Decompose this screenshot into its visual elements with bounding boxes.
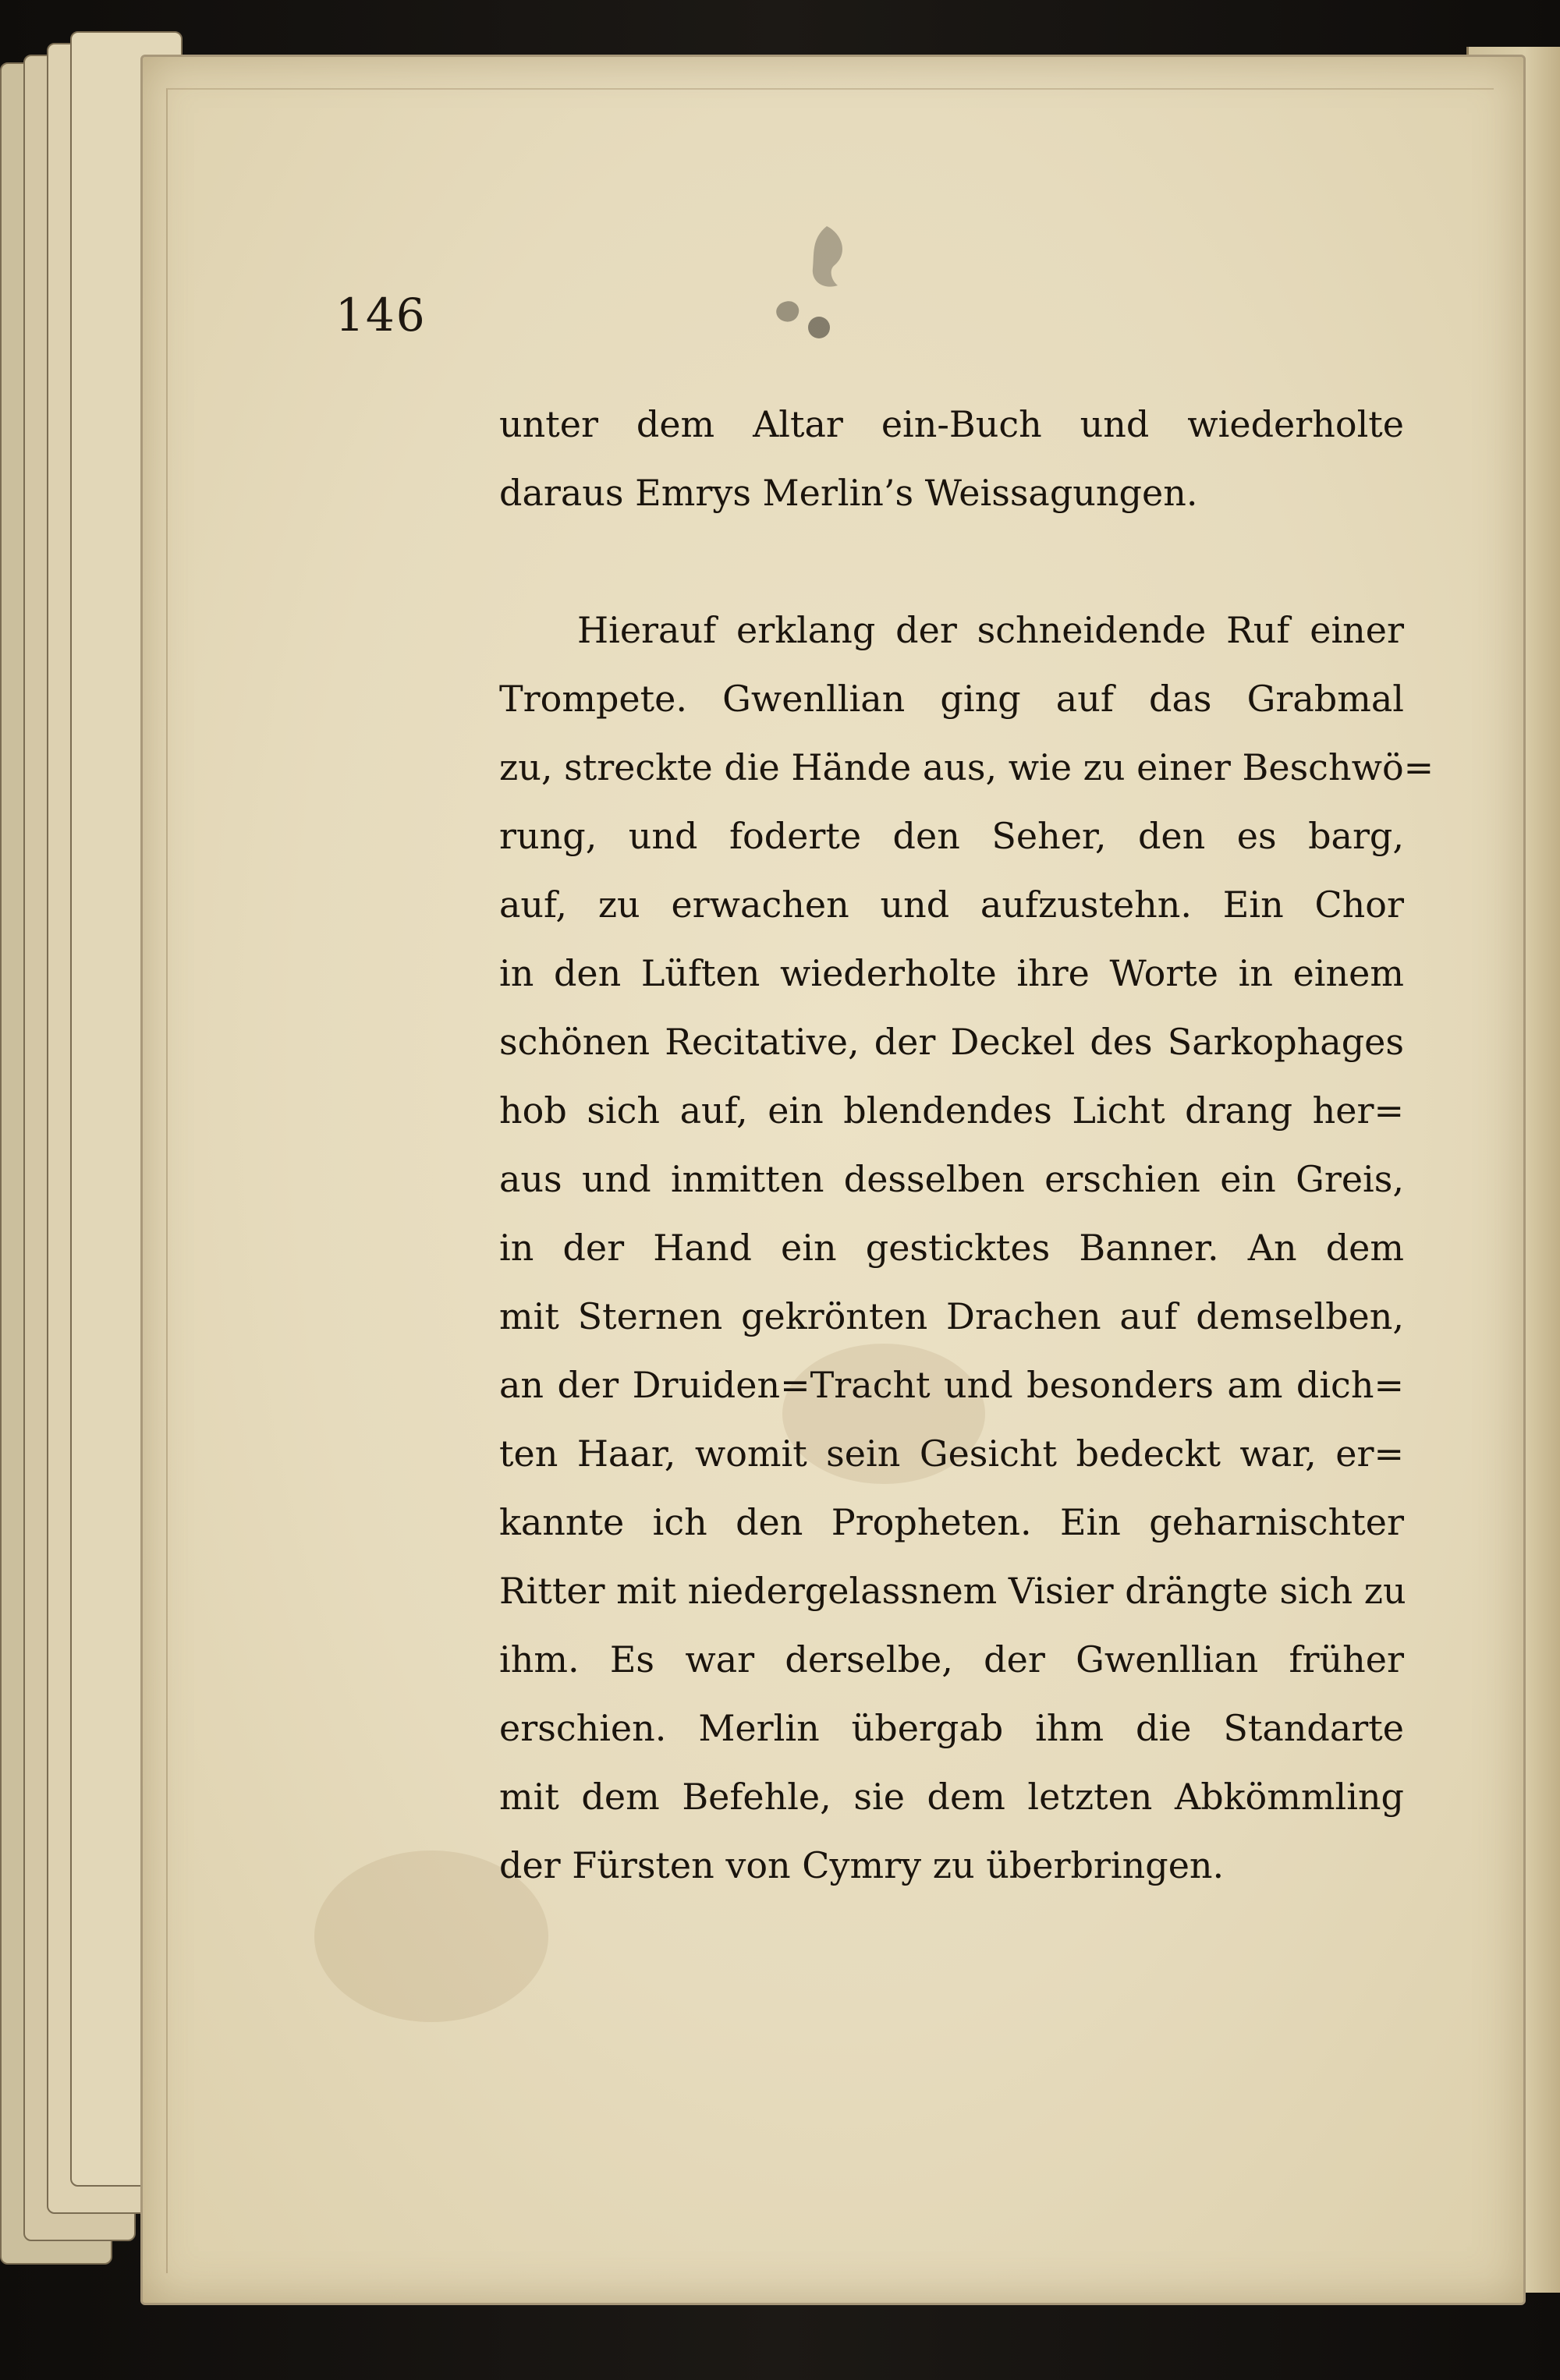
text-line: zu, streckte die Hände aus, wie zu einer Beschwö=: [499, 746, 1434, 788]
text-line: Ritter mit niedergelassnem Visier drängte sich zu: [499, 1570, 1406, 1612]
text-line: mit Sternen gekrönten Drachen auf demselben,: [499, 1295, 1404, 1337]
text-line: daraus Emrys Merlin’s Weissagungen.: [499, 472, 1198, 514]
text-line: rung, und foderte den Seher, den es barg,: [499, 815, 1404, 857]
text-line: erschien. Merlin übergab ihm die Standarte: [499, 1707, 1404, 1749]
text-line: auf, zu erwachen und aufzustehn. Ein Chor: [499, 884, 1404, 926]
text-line: ten Haar, womit sein Gesicht bedeckt war, er=: [499, 1433, 1404, 1475]
text-line: hob sich auf, ein blendendes Licht drang her=: [499, 1089, 1404, 1132]
body-text: [499, 390, 1434, 1900]
text-line: mit dem Befehle, sie dem letzten Abkömmling: [499, 1776, 1404, 1818]
text-line: an der Druiden=Tracht und besonders am dich=: [499, 1364, 1404, 1406]
text-line: unter dem Altar ein-Buch und wiederholte: [499, 403, 1404, 445]
ink-blot-icon: [757, 218, 866, 351]
page-number: 146: [335, 289, 427, 342]
text-line: in den Lüften wiederholte ihre Worte in einem: [499, 952, 1404, 994]
text-line: Trompete. Gwenllian ging auf das Grabmal: [499, 678, 1404, 720]
text-line: der Fürsten von Cymry zu überbringen.: [499, 1844, 1225, 1886]
text-line: Hierauf erklang der schneidende Ruf einer: [577, 609, 1404, 651]
paragraph: [499, 596, 1434, 1900]
text-line: ihm. Es war derselbe, der Gwenllian früher: [499, 1638, 1404, 1681]
text-line: kannte ich den Propheten. Ein geharnischter: [499, 1501, 1404, 1543]
text-line: schönen Recitative, der Deckel des Sarkophages: [499, 1021, 1404, 1063]
text-line: in der Hand ein gesticktes Banner. An dem: [499, 1227, 1404, 1269]
text-line: aus und inmitten desselben erschien ein Greis,: [499, 1158, 1404, 1200]
paragraph: [499, 390, 1404, 527]
